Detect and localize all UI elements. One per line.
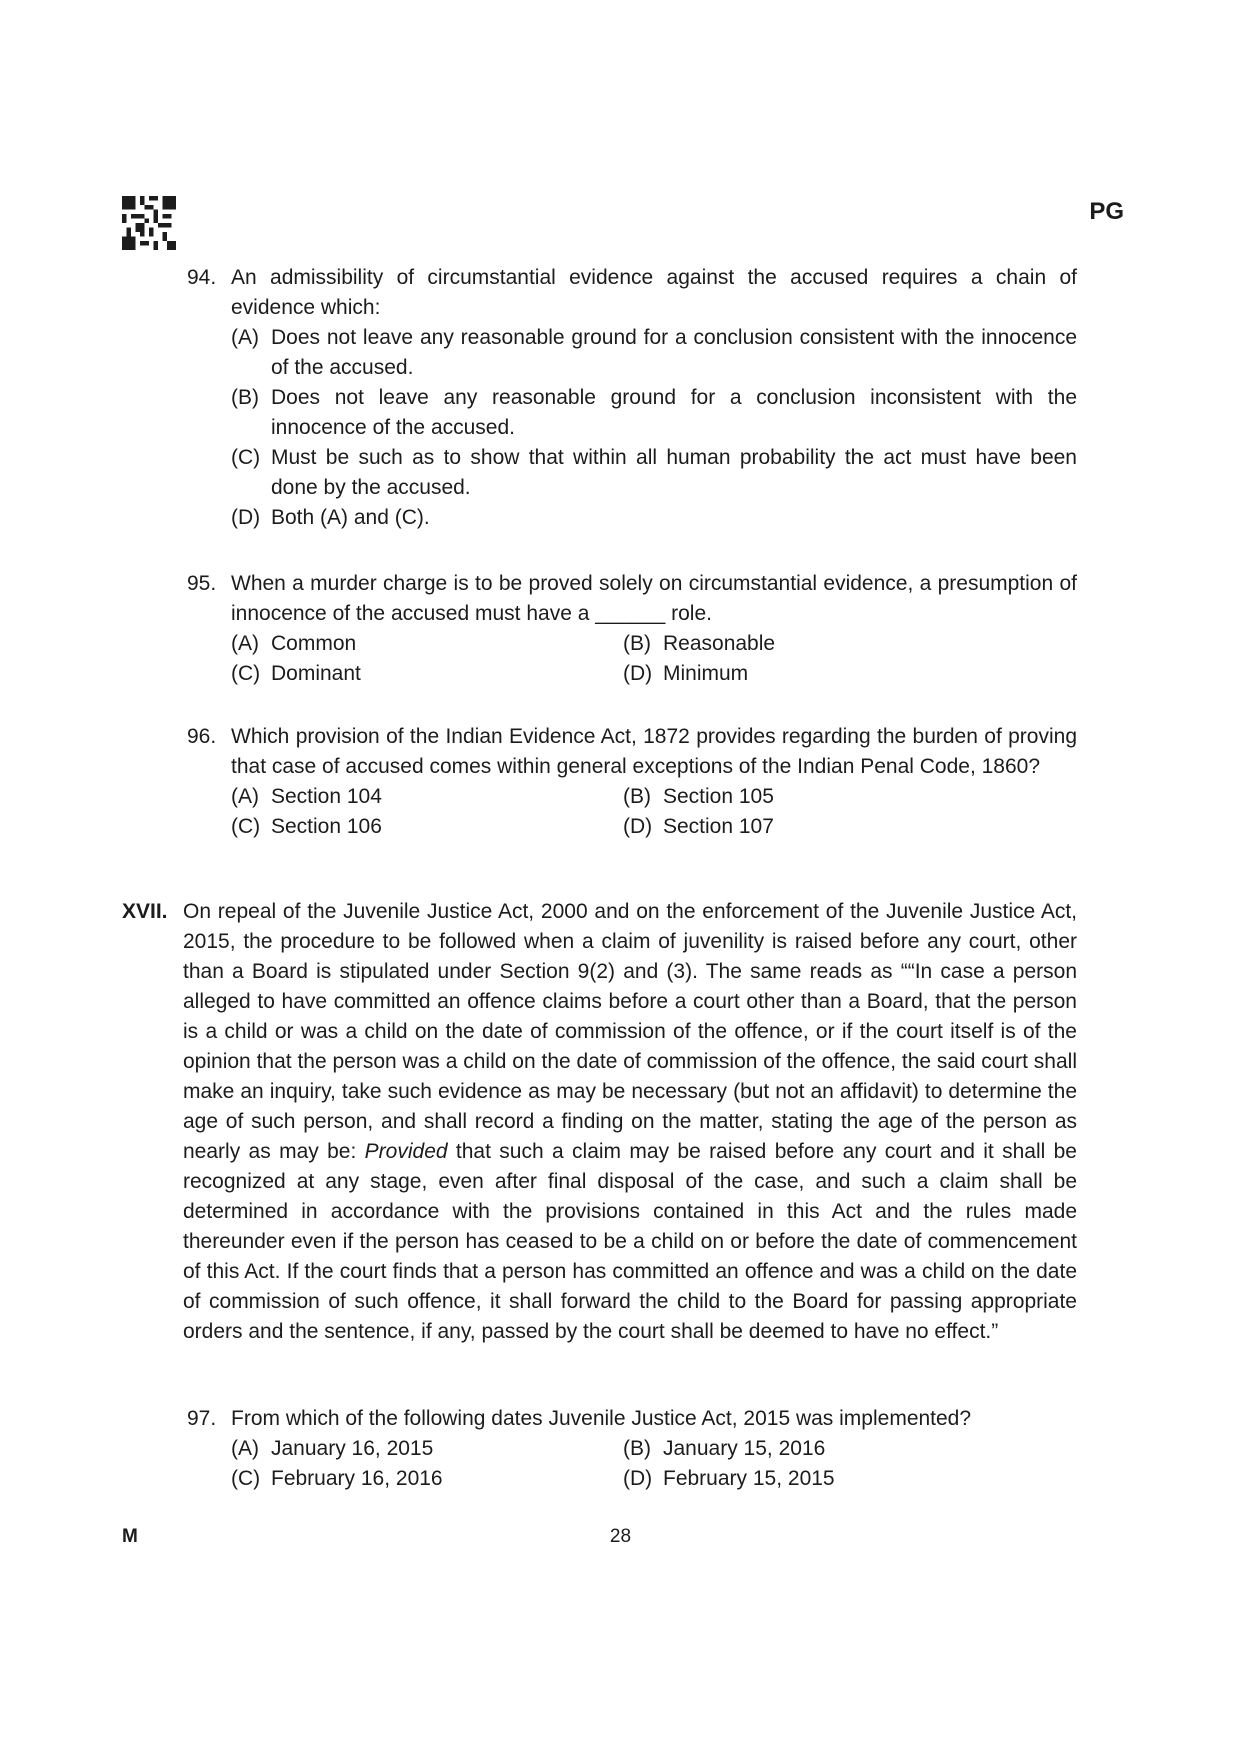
question-stem: From which of the following dates Juvenile Justice Act, 2015 was implemented? [231,1407,972,1430]
footer-series: M [122,1526,138,1547]
option-text: Must be such as to show that within all human probability the act must have been done by the accused. [271,446,1077,499]
option-label: (C) [231,1467,261,1490]
option-c[interactable] [231,659,623,689]
option-text: Section 105 [663,785,774,808]
option-label: (B) [623,1437,651,1460]
option-d[interactable] [623,659,1023,689]
option-label: (D) [231,506,261,529]
passage-section [122,897,1077,1347]
option-text: Does not leave any reasonable ground for a conclusion consistent with the innocence of the accused. [271,326,1077,379]
option-a[interactable] [231,1434,623,1464]
option-label: (B) [623,785,651,808]
passage-text [183,897,1077,1347]
option-label: (A) [231,632,259,655]
option-text: Section 104 [271,785,382,808]
option-text: Section 106 [271,815,382,838]
question-number: 95. [187,572,217,595]
option-text: Section 107 [663,815,774,838]
option-label: (D) [623,815,653,838]
option-a[interactable] [231,782,623,812]
question-number: 97. [187,1407,217,1430]
option-label: (A) [231,785,259,808]
option-b[interactable] [623,782,1023,812]
option-d[interactable] [231,503,1077,533]
option-label: (B) [231,386,259,409]
question-number: 94. [187,266,217,289]
question-97 [187,1404,1077,1494]
option-label: (A) [231,1437,259,1460]
options-grid [231,782,1077,842]
option-text: Does not leave any reasonable ground for a conclusion inconsistent with the innocence of the accused. [271,386,1077,439]
question-stem: Which provision of the Indian Evidence Act, 1872 provides regarding the burden of proving that case of accused comes within general exceptions of the Indian Penal Code, 1860? [231,725,1077,778]
option-label: (D) [623,1467,653,1490]
options-grid [231,1434,1077,1494]
option-d[interactable] [623,812,1023,842]
option-text: Both (A) and (C). [271,506,430,529]
option-text: February 16, 2016 [271,1467,443,1490]
question-stem: An admissibility of circumstantial evidence against the accused requires a chain of evidence which: [231,266,1077,319]
option-c[interactable] [231,1464,623,1494]
option-text: Dominant [271,662,361,685]
option-b[interactable] [231,383,1077,443]
option-b[interactable] [623,1434,1023,1464]
passage-part-1: On repeal of the Juvenile Justice Act, 2000 and on the enforcement of the Juvenile Justice Act, 2015, the procedure to be followed when a claim of juvenility is raised before any court, other than a Board is stipulated under Section 9(2) and (3). The same reads as ““In case a person alleged to have committed an offence claims before a court other than a Board, that the person is a child or was a child on the date of commission of the offence, or if the court itself is of the opinion that the person was a child on the date of commission of the offence, the said court shall make an inquiry, take such evidence as may be necessary (but not an affidavit) to determine the age of such person, and shall record a finding on the matter, stating the age of the person as nearly as may be: [183,900,1077,1163]
question-94 [187,263,1077,533]
option-a[interactable] [231,323,1077,383]
question-number: 96. [187,725,217,748]
question-95 [187,569,1077,689]
option-text: January 15, 2016 [663,1437,826,1460]
option-label: (A) [231,326,259,349]
passage-italic: Provided [364,1140,448,1163]
paper-code: PG [1089,198,1124,225]
option-c[interactable] [231,812,623,842]
option-b[interactable] [623,629,1023,659]
option-text: Reasonable [663,632,776,655]
option-a[interactable] [231,629,623,659]
qr-code-icon [122,196,176,250]
option-label: (C) [231,815,261,838]
option-label: (C) [231,446,261,469]
option-text: January 16, 2015 [271,1437,434,1460]
question-96 [187,722,1077,842]
section-number: XVII. [122,900,168,923]
options-grid [231,629,1077,689]
option-text: February 15, 2015 [663,1467,835,1490]
option-label: (B) [623,632,651,655]
passage-part-2: that such a claim may be raised before any court and it shall be recognized at any stage, even after final disposal of the case, and such a claim shall be determined in accordance with the provisions contained in this Act and the rules made thereunder even if the person has ceased to be a child on or before the date of commencement of this Act. If the court finds that a person has committed an offence and was a child on the date of commission of such offence, it shall forward the child to the Board for passing appropriate orders and the sentence, if any, passed by the court shall be deemed to have no effect.” [183,1140,1077,1343]
option-label: (D) [623,662,653,685]
option-label: (C) [231,662,261,685]
option-text: Minimum [663,662,749,685]
question-stem: When a murder charge is to be proved solely on circumstantial evidence, a presumption of innocence of the accused must have a ______ role. [231,572,1077,625]
option-text: Common [271,632,357,655]
option-c[interactable] [231,443,1077,503]
option-d[interactable] [623,1464,1023,1494]
page-number: 28 [609,1526,632,1547]
